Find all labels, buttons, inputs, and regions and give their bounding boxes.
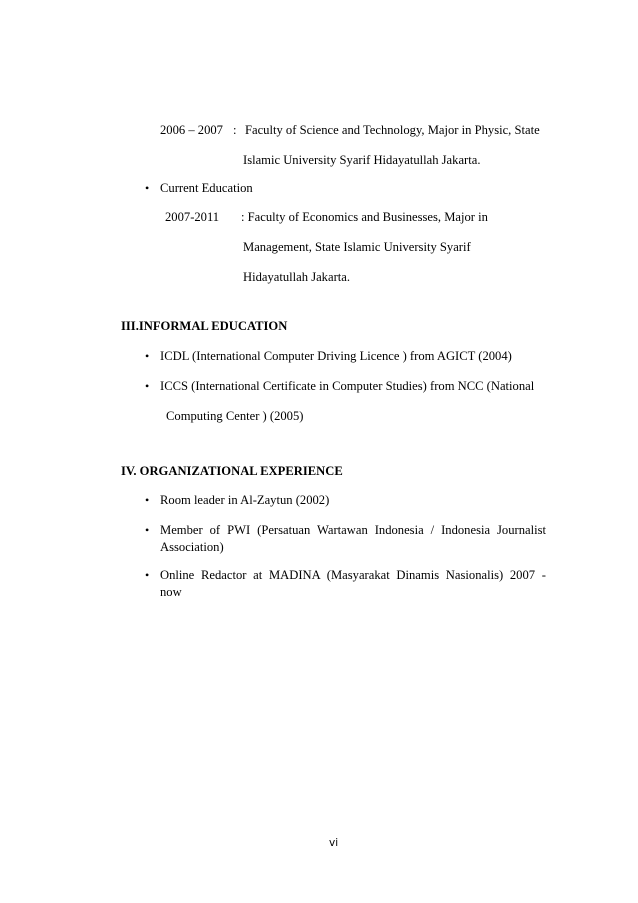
entry-2006-years: 2006 – 2007 — [160, 123, 223, 137]
informal-item-2-bullet: • — [145, 379, 150, 393]
org-item-3-bullet: • — [145, 568, 150, 582]
org-item-1-text: Room leader in Al-Zaytun (2002) — [160, 493, 330, 507]
org-item-2-text-line1: Member of PWI (Persatuan Wartawan Indonesia / Indonesia Journalist — [160, 523, 546, 537]
current-education-line2: Management, State Islamic University Syarif — [243, 240, 471, 254]
entry-2006-separator: : — [233, 123, 237, 137]
informal-item-2-text-line2: Computing Center ) (2005) — [166, 409, 304, 423]
entry-2006-line2: Islamic University Syarif Hidayatullah Jakarta. — [243, 153, 481, 167]
entry-2006-line1: Faculty of Science and Technology, Major in Physic, State — [245, 123, 540, 137]
current-education-years: 2007-2011 — [165, 210, 220, 224]
current-education-label: Current Education — [160, 181, 253, 195]
org-item-1-bullet: • — [145, 493, 150, 507]
informal-item-1-bullet: • — [145, 349, 150, 363]
current-education-line3: Hidayatullah Jakarta. — [243, 270, 351, 284]
current-education-bullet: • — [145, 181, 150, 195]
org-item-3-text-line1: Online Redactor at MADINA (Masyarakat Dinamis Nasionalis) 2007 - — [160, 568, 546, 582]
org-item-2-bullet: • — [145, 523, 150, 537]
informal-education-heading: III.INFORMAL EDUCATION — [121, 319, 288, 333]
org-item-3-text-line2: now — [160, 585, 182, 599]
current-education-line1: : Faculty of Economics and Businesses, Major in — [241, 210, 488, 224]
informal-item-2-text-line1: ICCS (International Certificate in Computer Studies) from NCC (National — [160, 379, 535, 393]
org-item-2-text-line2: Association) — [160, 540, 224, 554]
organizational-experience-heading: IV. ORGANIZATIONAL EXPERIENCE — [121, 464, 343, 478]
page-number: vi — [329, 837, 339, 849]
informal-item-1-text: ICDL (International Computer Driving Licence ) from AGICT (2004) — [160, 349, 512, 363]
